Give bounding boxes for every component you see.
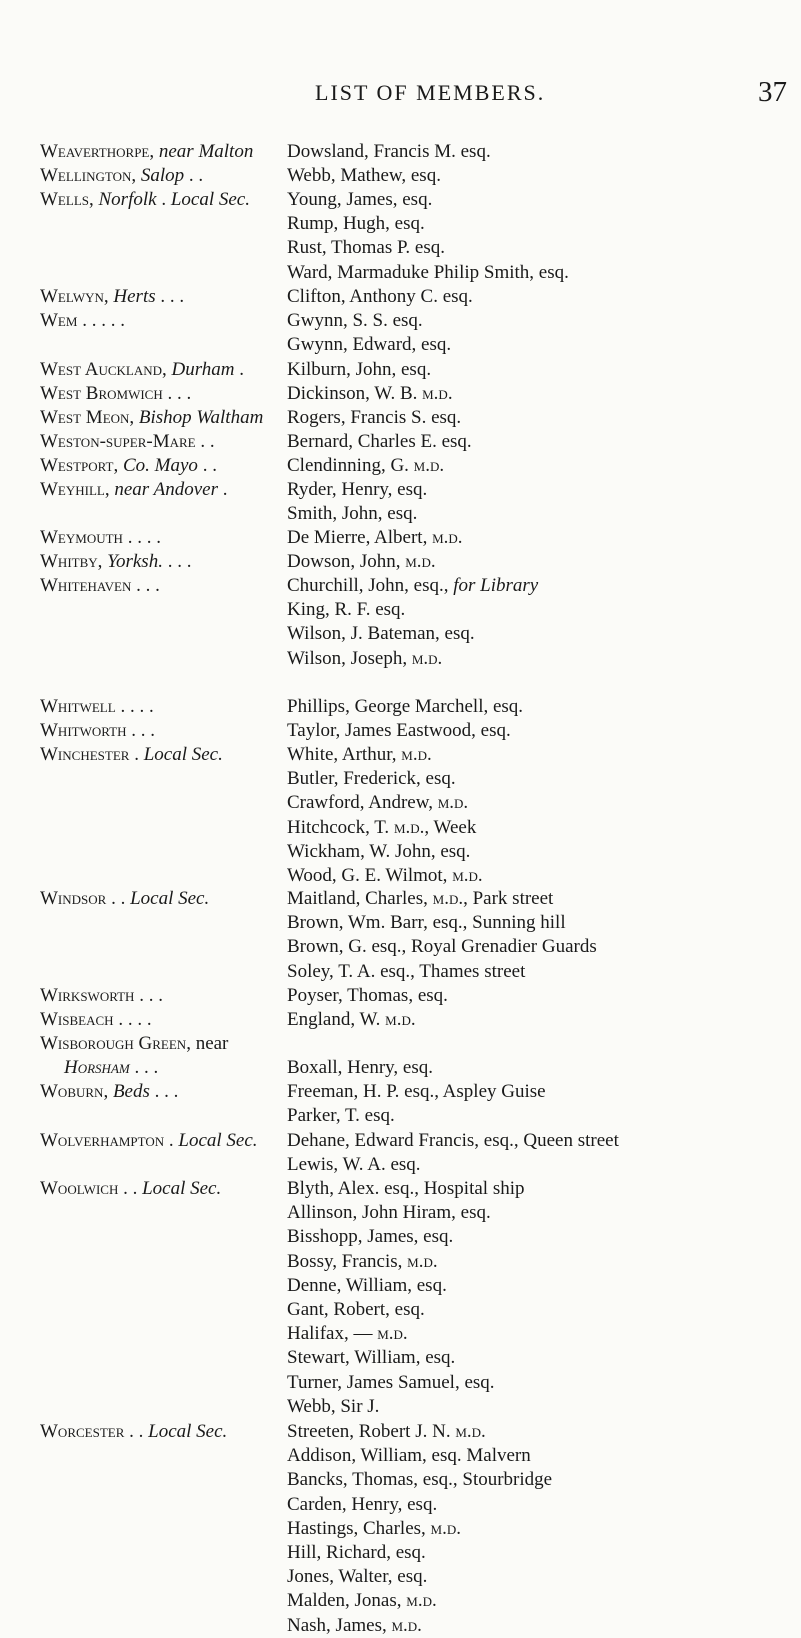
member-name: Gwynn, S. S. esq. [287,310,423,331]
place-name: Wells, Norfolk . Local Sec. [40,189,250,210]
member-names [287,1056,433,1080]
member-name: Gwynn, Edward, esq. [287,334,452,356]
member-name: Rump, Hugh, esq. [287,213,425,235]
member-name: Bernard, Charles E. esq. [287,431,472,452]
member-name: Taylor, James Eastwood, esq. [287,720,511,741]
member-name: Halifax, — m.d. [287,1323,408,1345]
member-names [287,164,441,188]
member-name: Churchill, John, esq., for Library [287,575,539,596]
member-names [287,695,523,719]
member-name: Smith, John, esq. [287,503,418,525]
member-name: Boxall, Henry, esq. [287,1057,433,1078]
member-names [287,285,473,309]
member-name: Butler, Frederick, esq. [287,768,456,790]
page-number: 37 [758,76,787,108]
place-name: Woburn, Beds . . . [40,1081,179,1102]
place-name: Windsor . . Local Sec. [40,888,210,909]
member-names [287,550,436,574]
page-title: LIST OF MEMBERS. [315,80,546,105]
member-names [287,719,511,743]
member-name: Streeten, Robert J. N. m.d. [287,1421,486,1442]
place-name: Wolverhampton . Local Sec. [40,1130,258,1151]
member-name: Malden, Jonas, m.d. [287,1590,437,1612]
member-names [287,382,453,406]
member-name: Gant, Robert, esq. [287,1299,425,1321]
place-name: Welwyn, Herts . . . [40,286,185,307]
place-name: Woolwich . . Local Sec. [40,1178,222,1199]
member-name: Clendinning, G. m.d. [287,455,445,476]
member-name: Hitchcock, T. m.d., Week [287,816,477,838]
place-name: Horsham . . . [64,1057,159,1078]
member-names [287,1080,546,1128]
member-name: Jones, Walter, esq. [287,1566,428,1588]
place-name: Whitby, Yorksh. . . . [40,551,192,572]
member-name: Carden, Henry, esq. [287,1493,438,1515]
member-name: Hastings, Charles, m.d. [287,1517,461,1539]
member-names [287,574,538,671]
member-name: Dehane, Edward Francis, esq., Queen street [287,1130,619,1151]
member-name: White, Arthur, m.d. [287,744,432,765]
place-name: Weston-super-Mare . . [40,431,215,452]
member-name: Rust, Thomas P. esq. [287,237,446,259]
member-name: Webb, Sir J. [287,1395,380,1417]
member-names [287,478,427,526]
place-name: Wisborough Green, near [40,1033,229,1054]
member-names [287,358,431,382]
place-name: Wellington, Salop . . [40,165,204,186]
member-name: England, W. m.d. [287,1009,416,1030]
place-name: Whitehaven . . . [40,575,160,596]
member-name: Ward, Marmaduke Philip Smith, esq. [287,261,569,283]
member-name: Allinson, John Hiram, esq. [287,1202,491,1224]
member-names [287,526,463,550]
member-name: Soley, T. A. esq., Thames street [287,960,526,982]
place-name: Weyhill, near Andover . [40,479,228,500]
member-names [287,1008,416,1032]
member-names [287,743,483,888]
member-names [287,1129,619,1177]
place-name: Wisbeach . . . . [40,1009,152,1030]
member-name: Stewart, William, esq. [287,1347,456,1369]
member-name: Bancks, Thomas, esq., Stourbridge [287,1469,553,1491]
member-name: Dowsland, Francis M. esq. [287,141,491,162]
place-name: Weymouth . . . . [40,527,161,548]
member-name: Bossy, Francis, m.d. [287,1250,438,1272]
place-name: Whitwell . . . . [40,696,154,717]
member-names [287,454,444,478]
place-name: Weaverthorpe, near Malton [40,141,254,162]
member-name: Wood, G. E. Wilmot, m.d. [287,865,483,887]
member-name: Clifton, Anthony C. esq. [287,286,473,307]
member-name: Brown, Wm. Barr, esq., Sunning hill [287,912,566,934]
member-name: Turner, James Samuel, esq. [287,1371,495,1393]
member-name: Dickinson, W. B. m.d. [287,383,453,404]
member-name: Phillips, George Marchell, esq. [287,696,524,717]
member-names [287,1420,552,1638]
member-name: De Mierre, Albert, m.d. [287,527,463,548]
member-name: Addison, William, esq. Malvern [287,1445,531,1467]
member-names [287,309,451,357]
place-name: West Auckland, Durham . [40,359,245,380]
member-name: Poyser, Thomas, esq. [287,985,448,1006]
member-name: Young, James, esq. [287,189,433,210]
member-name: Blyth, Alex. esq., Hospital ship [287,1178,525,1199]
member-name: Bisshopp, James, esq. [287,1226,454,1248]
member-names [287,406,461,430]
member-name: Denne, William, esq. [287,1274,447,1296]
member-name: Dowson, John, m.d. [287,551,436,572]
place-name: West Bromwich . . . [40,383,192,404]
place-name: West Meon, Bishop Waltham [40,407,264,428]
member-name: Wilson, Joseph, m.d. [287,647,443,669]
member-name: Wilson, J. Bateman, esq. [287,623,475,645]
member-name: Parker, T. esq. [287,1105,395,1127]
member-name: Freeman, H. P. esq., Aspley Guise [287,1081,546,1102]
member-name: Wickham, W. John, esq. [287,840,471,862]
place-name: Worcester . . Local Sec. [40,1421,228,1442]
member-name: Hill, Richard, esq. [287,1542,426,1564]
member-name: Kilburn, John, esq. [287,359,432,380]
member-names [287,1177,525,1419]
member-name: Brown, G. esq., Royal Grenadier Guards [287,936,597,958]
member-name: King, R. F. esq. [287,599,406,621]
member-name: Nash, James, m.d. [287,1614,422,1636]
place-name: Westport, Co. Mayo . . [40,455,217,476]
member-names [287,188,569,285]
member-name: Rogers, Francis S. esq. [287,407,462,428]
member-name: Ryder, Henry, esq. [287,479,428,500]
place-name: Wirksworth . . . [40,985,163,1006]
member-name: Webb, Mathew, esq. [287,165,441,186]
member-name: Maitland, Charles, m.d., Park street [287,888,554,909]
member-names [287,430,472,454]
member-name: Crawford, Andrew, m.d. [287,792,469,814]
place-name: Wem . . . . . [40,310,125,331]
member-names [287,984,448,1008]
place-name: Whitworth . . . [40,720,155,741]
member-name: Lewis, W. A. esq. [287,1154,421,1176]
member-names [287,887,597,984]
place-name: Winchester . Local Sec. [40,744,223,765]
member-names [287,140,491,164]
